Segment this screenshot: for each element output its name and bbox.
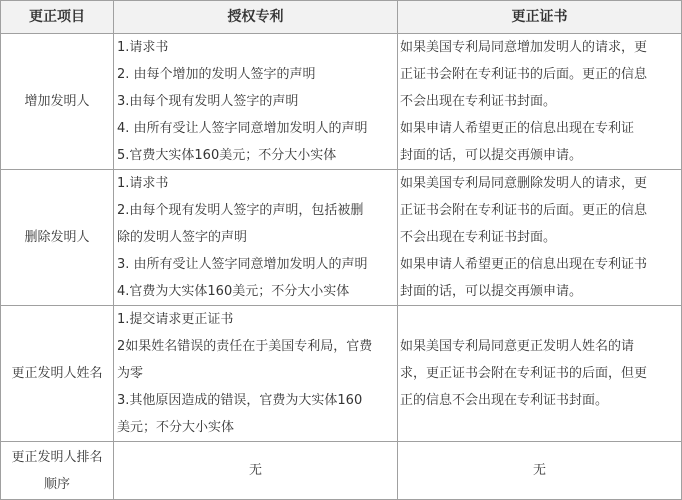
certificate-line: 封面的话，可以提交再颁申请。 [400, 148, 583, 163]
row-patent-none: 无 [114, 442, 398, 500]
requirement-line: 除的发明人签字的声明 [117, 230, 248, 245]
requirement-line: 4.官费为大实体160美元；不分大小实体 [117, 284, 350, 299]
table-row-correct-inventor-name [1, 306, 682, 442]
certificate-line: 正证书会附在专利证书的后面。更正的信息 [400, 203, 648, 218]
item-label-line: 更正发明人排名 [11, 449, 103, 465]
requirement-line: 3. 由所有受让人签字同意增加发明人的声明 [117, 257, 368, 272]
row-certificate-info [398, 170, 682, 306]
requirement-line: 2.由每个现有发明人签字的声明，包括被删 [117, 203, 364, 218]
row-certificate-info [398, 306, 682, 442]
header-correction-certificate: 更正证书 [398, 1, 682, 34]
requirement-line: 2如果姓名错误的责任在于美国专利局，官费 [117, 339, 373, 354]
requirement-line: 美元；不分大小实体 [117, 420, 235, 435]
row-patent-requirements [114, 306, 398, 442]
certificate-line: 如果美国专利局同意更正发明人姓名的请 [400, 339, 635, 354]
requirement-line: 1.请求书 [117, 40, 169, 55]
header-correction-item: 更正项目 [1, 1, 114, 34]
header-row [1, 1, 682, 34]
requirement-line: 3.其他原因造成的错误，官费为大实体160 [117, 393, 363, 408]
certificate-line: 如果申请人希望更正的信息出现在专利证 [400, 121, 635, 136]
certificate-line: 不会出现在专利证书封面。 [400, 230, 557, 245]
row-item-label: 删除发明人 [1, 170, 114, 306]
requirement-line: 2. 由每个增加的发明人签字的声明 [117, 67, 316, 82]
requirement-line: 1.请求书 [117, 176, 169, 191]
requirement-line: 为零 [117, 366, 144, 381]
row-certificate-none: 无 [398, 442, 682, 500]
table-row-add-inventor [1, 34, 682, 170]
certificate-line: 如果美国专利局同意增加发明人的请求，更 [400, 40, 648, 55]
header-granted-patent: 授权专利 [114, 1, 398, 34]
certificate-line: 不会出现在专利证书封面。 [400, 94, 557, 109]
certificate-line: 如果美国专利局同意删除发明人的请求，更 [400, 176, 648, 191]
row-item-label [1, 442, 114, 500]
table-row-correct-inventor-order [1, 442, 682, 500]
table-row-delete-inventor [1, 170, 682, 306]
requirement-line: 3.由每个现有发明人签字的声明 [117, 94, 299, 109]
certificate-line: 如果申请人希望更正的信息出现在专利证书 [400, 257, 648, 272]
certificate-line: 求，更正证书会附在专利证书的后面，但更 [400, 366, 648, 381]
row-patent-requirements [114, 34, 398, 170]
row-item-label: 更正发明人姓名 [1, 306, 114, 442]
certificate-line: 封面的话，可以提交再颁申请。 [400, 284, 583, 299]
row-certificate-info [398, 34, 682, 170]
row-item-label: 增加发明人 [1, 34, 114, 170]
requirement-line: 5.官费大实体160美元；不分大小实体 [117, 148, 337, 163]
certificate-line: 正的信息不会出现在专利证书封面。 [400, 393, 609, 408]
requirement-line: 1.提交请求更正证书 [117, 312, 234, 327]
certificate-line: 正证书会附在专利证书的后面。更正的信息 [400, 67, 648, 82]
item-label-line: 顺序 [43, 476, 70, 492]
row-patent-requirements [114, 170, 398, 306]
requirement-line: 4. 由所有受让人签字同意增加发明人的声明 [117, 121, 368, 136]
